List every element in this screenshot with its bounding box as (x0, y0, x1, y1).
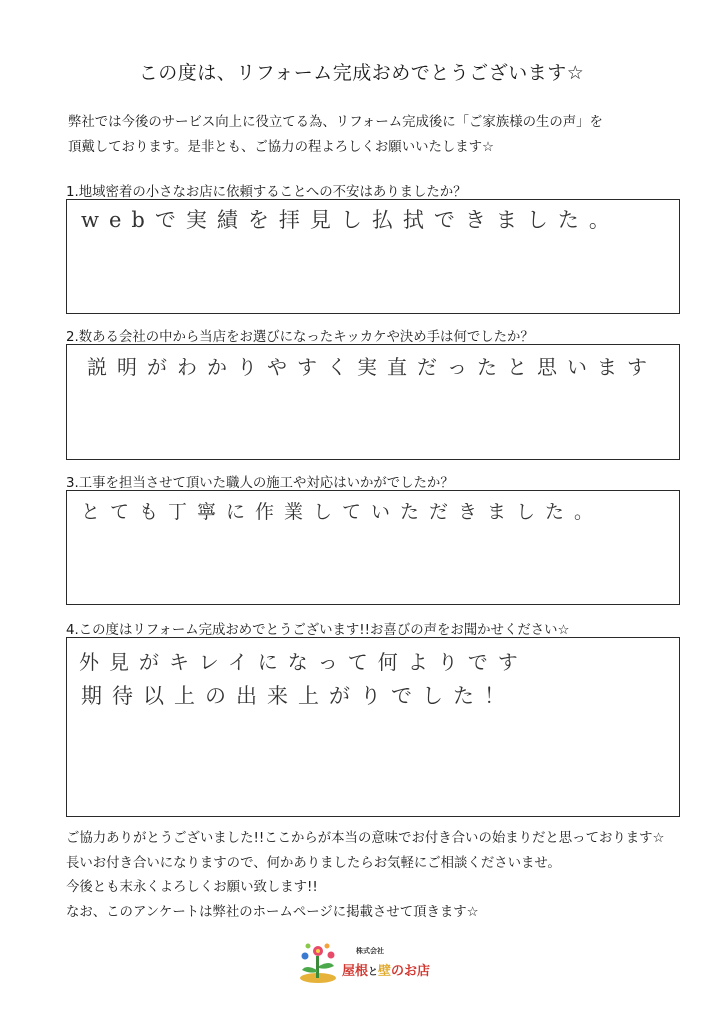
answer-box-3[interactable] (66, 490, 680, 605)
intro-line-1: 弊社では今後のサービス向上に役立てる為、リフォーム完成後に「ご家族様の生の声」を (68, 115, 603, 130)
logo-company-type: 株式会社 (356, 947, 384, 955)
logo-name-part-1: 屋根 (342, 964, 369, 979)
intro-text (68, 110, 668, 160)
closing-line-3: 今後とも末永くよろしくお願い致します!! (66, 880, 318, 895)
answer-4-line-2: 期待以上の出来上がりでした！ (81, 684, 515, 708)
answer-box-2[interactable] (66, 344, 680, 460)
question-2-label: 2.数ある会社の中から当店をお選びになったキッカケや決め手は何でしたか？ (66, 330, 534, 345)
closing-line-2: 長いお付き合いになりますので、何かありましたらお気軽にご相談くださいませ。 (66, 855, 561, 871)
company-logo (296, 940, 436, 988)
closing-line-1: ご協力ありがとうございました!!ここからが本当の意味でお付き合いの始まりだと思っております☆ (66, 831, 665, 846)
closing-line-4: なお、このアンケートは弊社のホームページに掲載させて頂きます☆ (66, 904, 479, 920)
question-4-label: 4.この度はリフォーム完成おめでとうございます!!お喜びの声をお聞かせください☆ (66, 623, 570, 638)
answer-2-text: 説明がわかりやすく実直だったと思います (87, 355, 657, 379)
question-1-label: 1.地域密着の小さなお店に依頼することへの不安はありましたか？ (66, 185, 467, 200)
answer-box-1[interactable] (66, 199, 680, 314)
flower-logo-icon (296, 940, 340, 984)
question-3-label: 3.工事を担当させて頂いた職人の施工や対応はいかがでしたか？ (66, 476, 454, 491)
logo-name-part-2: と (368, 967, 379, 978)
answer-4-line-1: 外見がキレイになって何よりです (79, 650, 528, 674)
answer-3-text: とても丁寧に作業していただきました。 (81, 501, 604, 523)
answer-1-text: webで実績を拝見し払拭できました。 (81, 208, 620, 232)
page-title: この度は、リフォーム完成おめでとうございます☆ (138, 62, 585, 84)
logo-name-part-3: 壁 (378, 964, 392, 979)
closing-text (66, 827, 686, 925)
intro-line-2: 頂戴しております。是非とも、ご協力の程よろしくお願いいたします☆ (68, 140, 495, 155)
logo-name-part-4: のお店 (391, 964, 431, 979)
logo-company-name (342, 960, 430, 979)
answer-box-4[interactable] (66, 637, 680, 817)
